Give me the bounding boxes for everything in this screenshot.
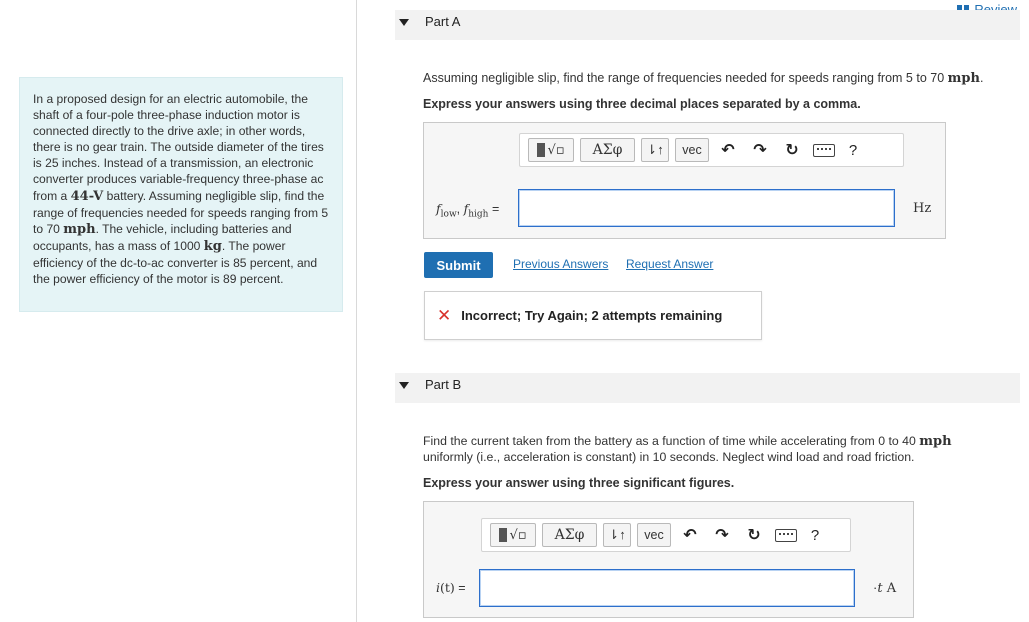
problem-unit-kg: kg xyxy=(203,238,222,254)
greek-symbols-button[interactable]: ΑΣφ xyxy=(580,138,635,162)
part-b-field-label xyxy=(436,580,466,595)
incorrect-x-icon: ✕ xyxy=(437,305,452,326)
reset-icon-b[interactable]: ↻ xyxy=(747,527,761,544)
label-separator: , xyxy=(456,202,464,216)
unit-dot: · xyxy=(873,580,878,595)
help-icon[interactable]: ? xyxy=(848,141,858,159)
part-a-header[interactable] xyxy=(395,10,1020,40)
label-equals-b: = xyxy=(454,581,466,595)
part-b-header[interactable] xyxy=(395,373,1020,403)
feedback-box xyxy=(424,291,762,340)
redo-icon[interactable]: ↷ xyxy=(753,142,767,159)
part-a-question-unit: mph xyxy=(947,71,980,86)
part-a-answer-input[interactable] xyxy=(518,189,895,227)
undo-icon[interactable]: ↶ xyxy=(721,142,735,159)
submit-button[interactable]: Submit xyxy=(424,252,493,278)
unit-amp: A xyxy=(882,581,897,596)
template-block-icon-b xyxy=(499,528,507,542)
label-equals: = xyxy=(488,202,500,216)
unit-var-t: t xyxy=(877,581,883,596)
part-a-field-label xyxy=(436,201,499,220)
part-b-answer-box xyxy=(423,501,914,618)
part-a-instruction: Express your answers using three decimal places separated by a comma. xyxy=(423,97,861,111)
label-sub-low: low xyxy=(440,209,457,220)
label-f-high: f xyxy=(463,201,469,216)
redo-icon-b[interactable]: ↷ xyxy=(715,527,729,544)
label-t: (t) xyxy=(440,580,455,595)
part-b-instruction: Express your answer using three significant figures. xyxy=(423,476,735,490)
part-b-question-line1 xyxy=(423,433,952,450)
problem-text-3: . The vehicle, including batteries and occupants, has a mass of 1000 xyxy=(33,221,292,253)
part-a-answer-box xyxy=(423,122,946,239)
part-b-answer-input[interactable] xyxy=(479,569,855,607)
label-i: i xyxy=(436,580,440,595)
part-a-question-end: . xyxy=(979,71,984,85)
problem-voltage: 44-V xyxy=(70,188,104,204)
vector-button-b[interactable]: vec xyxy=(637,523,671,547)
part-a-unit: Hz xyxy=(913,201,932,216)
part-b-question-text: Find the current taken from the battery as a function of time while accelerating from 0 to 40 xyxy=(423,434,920,448)
part-b-math-toolbar xyxy=(481,518,851,552)
undo-icon-b[interactable]: ↶ xyxy=(683,527,697,544)
templates-button-b[interactable] xyxy=(490,523,536,547)
sort-button[interactable]: ⇂↑ xyxy=(641,138,669,162)
greek-symbols-button-b[interactable]: ΑΣφ xyxy=(542,523,597,547)
left-column xyxy=(0,0,357,622)
vector-button[interactable]: vec xyxy=(675,138,709,162)
problem-text-2: battery. Assuming negligible slip, find the range of frequencies needed for speeds ranging from 5 to 70 xyxy=(33,188,329,236)
sort-button-b[interactable]: ⇂↑ xyxy=(603,523,631,547)
previous-answers-link[interactable]: Previous Answers xyxy=(513,257,609,271)
keyboard-icon[interactable] xyxy=(811,138,837,162)
help-icon-b[interactable]: ? xyxy=(810,526,820,544)
label-f-low: f xyxy=(436,201,441,216)
collapse-triangle-icon xyxy=(399,19,409,26)
part-b-question-line2: uniformly (i.e., acceleration is constant) in 10 seconds. Neglect wind load and road friction. xyxy=(423,450,915,464)
label-sub-high: high xyxy=(468,209,489,220)
keyboard-icon-b[interactable] xyxy=(773,523,799,547)
problem-statement xyxy=(19,77,343,312)
part-b-title: Part B xyxy=(425,377,462,392)
part-b-unit xyxy=(873,580,896,596)
sqrt-icon: √▫ xyxy=(547,142,565,158)
collapse-triangle-icon-b xyxy=(399,382,409,389)
part-b-question-unit: mph xyxy=(919,434,952,449)
sqrt-icon-b: √▫ xyxy=(509,527,527,543)
request-answer-link[interactable]: Request Answer xyxy=(626,257,714,271)
reset-icon[interactable]: ↻ xyxy=(785,142,799,159)
problem-text-1: In a proposed design for an electric automobile, the shaft of a four-pole three-phase induction motor is connected directly to the drive axle; in other words, there is no gear train. The outside diameter of the tires is 25 inches. Instead of a transmission, an electronic converter produces variable-frequency three-phase ac from a xyxy=(33,92,324,203)
feedback-text: Incorrect; Try Again; 2 attempts remaining xyxy=(461,308,723,323)
part-a-question xyxy=(423,70,983,87)
template-block-icon xyxy=(537,143,545,157)
part-a-question-text: Assuming negligible slip, find the range of frequencies needed for speeds ranging from 5 to 70 xyxy=(423,71,948,85)
templates-button[interactable] xyxy=(528,138,574,162)
part-a-title: Part A xyxy=(425,14,461,29)
problem-unit-mph: mph xyxy=(63,221,96,237)
problem-text-4: . The power efficiency of the dc-to-ac converter is 85 percent, and the power efficiency of the motor is 89 percent. xyxy=(33,238,318,287)
part-a-math-toolbar xyxy=(519,133,904,167)
